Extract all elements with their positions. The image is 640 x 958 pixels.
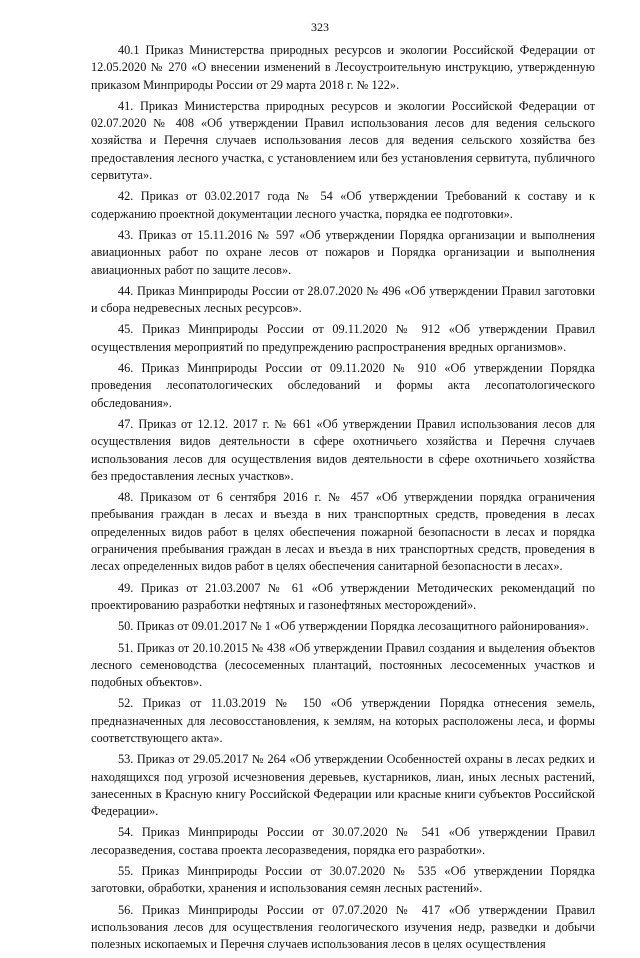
paragraph-52: 52. Приказ от 11.03.2019 № 150 «Об утверждении Порядка отнесения земель, предназначенных для лесовосстановления, к землям, на которых расположены леса, и формы соответствующего акта». (91, 696, 595, 745)
paragraph-54: 54. Приказ Минприроды России от 30.07.2020 № 541 «Об утверждении Правил лесоразведения, состава проекта лесоразведения, порядка его разработки». (91, 825, 595, 857)
paragraph-46: 46. Приказ Минприроды России от 09.11.2020 № 910 «Об утверждении Порядка проведения лесопатологических обследований и формы акта лесопатологического обследования». (91, 361, 595, 410)
paragraph-43: 43. Приказ от 15.11.2016 № 597 «Об утверждении Порядка организации и выполнения авиационных работ по охране лесов от пожаров и Порядка организации и выполнения авиационных работ по защите лесов». (91, 227, 595, 277)
paragraph-49: 49. Приказ от 21.03.2007 № 61 «Об утверждении Методических рекомендаций по проектированию разработки нефтяных и газонефтяных месторождений». (91, 580, 595, 612)
paragraph-47: 47. Приказ от 12.12. 2017 г. № 661 «Об утверждении Правил использования лесов для осуществления видов деятельности в сфере охотничьего хозяйства и Перечня случаев использования лесов для осуществления видов деятельности в сфере охотничьего хозяйства без предоставления лесных участков». (91, 416, 595, 483)
paragraph-45: 45. Приказ Минприроды России от 09.11.2020 № 912 «Об утверждении Правил осуществления мероприятий по предупреждению распространения вредных организмов». (91, 322, 595, 354)
paragraph-41: 41. Приказ Министерства природных ресурсов и экологии Российской Федерации от 02.07.2020 № 408 «Об утверждении Правил использования лесов для ведения сельского хозяйства и Перечня случаев использования лесов для ведения сельского хозяйства без предоставления лесного участка, с установлением или без установления сервитута, публичного сервитута». (91, 98, 595, 183)
paragraph-53: 53. Приказ от 29.05.2017 № 264 «Об утверждении Особенностей охраны в лесах редких и находящихся под угрозой исчезновения деревьев, кустарников, лиан, иных лесных растений, занесенных в Красную книгу Российской Федерации или красные книги субъектов Российской Федерации». (91, 752, 595, 819)
paragraph-40-1: 40.1 Приказ Министерства природных ресурсов и экологии Российской Федерации от 12.05.2020 № 270 «О внесении изменений в Лесоустроительную инструкцию, утвержденную приказом Минприроды России от 29 марта 2018 г. № 122». (91, 43, 595, 92)
paragraph-51: 51. Приказ от 20.10.2015 № 438 «Об утверждении Правил создания и выделения объектов лесного семеноводства (лесосеменных плантаций, постоянных лесосеменных участков и подобных объектов». (91, 640, 595, 690)
paragraph-42: 42. Приказ от 03.02.2017 года № 54 «Об утверждении Требований к составу и к содержанию проектной документации лесного участка, порядка ее подготовки». (91, 189, 595, 221)
document-body (91, 42, 595, 958)
paragraph-48: 48. Приказом от 6 сентября 2016 г. № 457 «Об утверждении порядка ограничения пребывания граждан в лесах и въезда в них транспортных средств, проведения в лесах определенных видов работ в целях обеспечения пожарной безопасности в лесах и порядка ограничения пребывания граждан в лесах и въезда в них транспортных средств, проведения в лесах определенных видов работ в целях обеспечения санитарной безопасности в лесах». (91, 490, 595, 574)
paragraph-50: 50. Приказ от 09.01.2017 № 1 «Об утверждении Порядка лесозащитного районирования». (118, 619, 589, 634)
paragraph-44: 44. Приказ Минприроды России от 28.07.2020 № 496 «Об утверждении Правил заготовки и сбора недревесных лесных ресурсов». (91, 283, 595, 316)
paragraph-55: 55. Приказ Минприроды России от 30.07.2020 № 535 «Об утверждении Порядка заготовки, обработки, хранения и использования семян лесных растений». (91, 864, 595, 896)
paragraph-56: 56. Приказ Минприроды России от 07.07.2020 № 417 «Об утверждении Правил использования лесов для осуществления геологического изучения недр, разведки и добычи полезных ископаемых и Перечня случаев использования лесов в целях осуществления (91, 902, 595, 952)
page-number: 323 (311, 20, 329, 34)
